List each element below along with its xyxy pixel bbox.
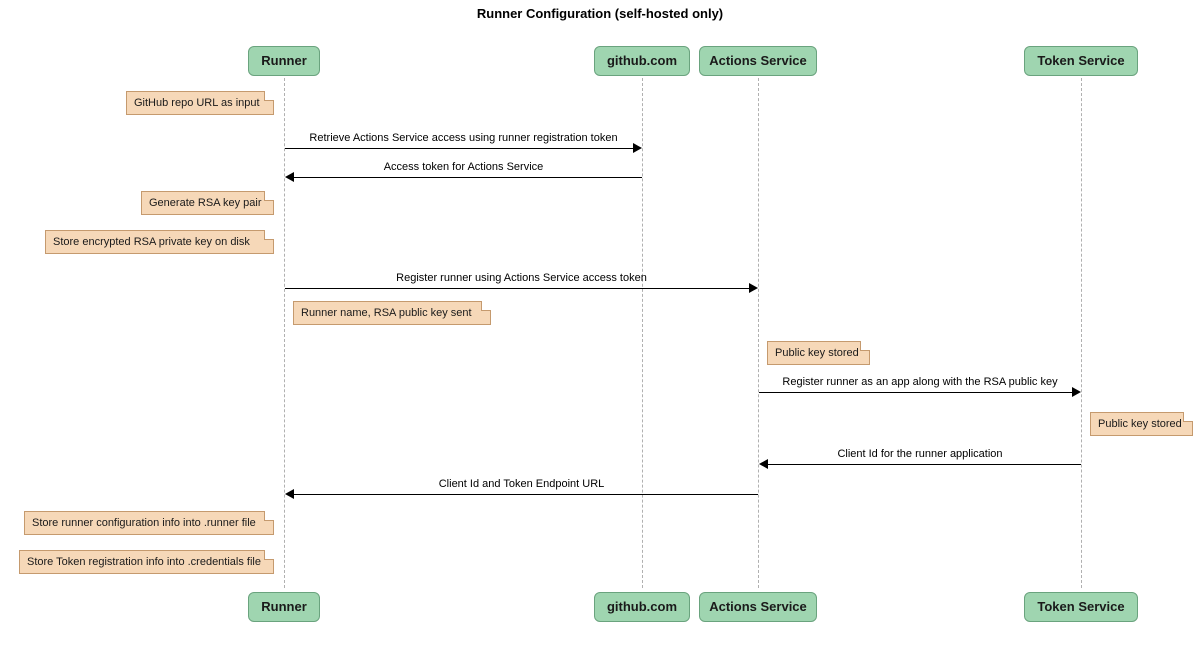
- message-line-client-id-token-endpoint: [294, 494, 758, 495]
- message-line-retrieve-actions-access: [285, 148, 633, 149]
- actor-actions-bottom[interactable]: Actions Service: [699, 592, 817, 622]
- actor-token-bottom[interactable]: Token Service: [1024, 592, 1138, 622]
- message-line-register-runner: [285, 288, 749, 289]
- message-label-access-token: Access token for Actions Service: [383, 161, 544, 173]
- message-line-client-id: [768, 464, 1081, 465]
- message-line-access-token: [294, 177, 642, 178]
- message-label-register-app: Register runner as an app along with the RSA public key: [782, 376, 1058, 388]
- actor-github-top[interactable]: github.com: [594, 46, 690, 76]
- note-store-encrypted-private-key: Store encrypted RSA private key on disk: [45, 230, 274, 254]
- arrow-head-register-runner: [749, 283, 758, 293]
- lifeline-actions: [758, 78, 759, 588]
- message-label-register-runner: Register runner using Actions Service access token: [396, 272, 647, 284]
- message-label-client-id: Client Id for the runner application: [837, 448, 1003, 460]
- actor-actions-top[interactable]: Actions Service: [699, 46, 817, 76]
- arrow-head-client-id: [759, 459, 768, 469]
- actor-github-bottom[interactable]: github.com: [594, 592, 690, 622]
- diagram-title: Runner Configuration (self-hosted only): [476, 6, 724, 21]
- actor-token-top[interactable]: Token Service: [1024, 46, 1138, 76]
- arrow-head-client-id-token-endpoint: [285, 489, 294, 499]
- actor-runner-bottom[interactable]: Runner: [248, 592, 320, 622]
- arrow-head-retrieve-actions-access: [633, 143, 642, 153]
- lifeline-github: [642, 78, 643, 588]
- message-label-retrieve-actions-access: Retrieve Actions Service access using runner registration token: [309, 132, 618, 144]
- arrow-head-register-app: [1072, 387, 1081, 397]
- lifeline-runner: [284, 78, 285, 588]
- arrow-head-access-token: [285, 172, 294, 182]
- message-label-client-id-token-endpoint: Client Id and Token Endpoint URL: [438, 478, 605, 490]
- note-public-key-stored-token: Public key stored: [1090, 412, 1193, 436]
- note-github-repo-url: GitHub repo URL as input: [126, 91, 274, 115]
- note-generate-rsa-key-pair: Generate RSA key pair: [141, 191, 274, 215]
- note-store-token-registration: Store Token registration info into .credentials file: [19, 550, 274, 574]
- note-runner-name-public-key: Runner name, RSA public key sent: [293, 301, 491, 325]
- lifeline-token: [1081, 78, 1082, 588]
- actor-runner-top[interactable]: Runner: [248, 46, 320, 76]
- note-store-runner-config: Store runner configuration info into .runner file: [24, 511, 274, 535]
- note-public-key-stored-actions: Public key stored: [767, 341, 870, 365]
- message-line-register-app: [759, 392, 1072, 393]
